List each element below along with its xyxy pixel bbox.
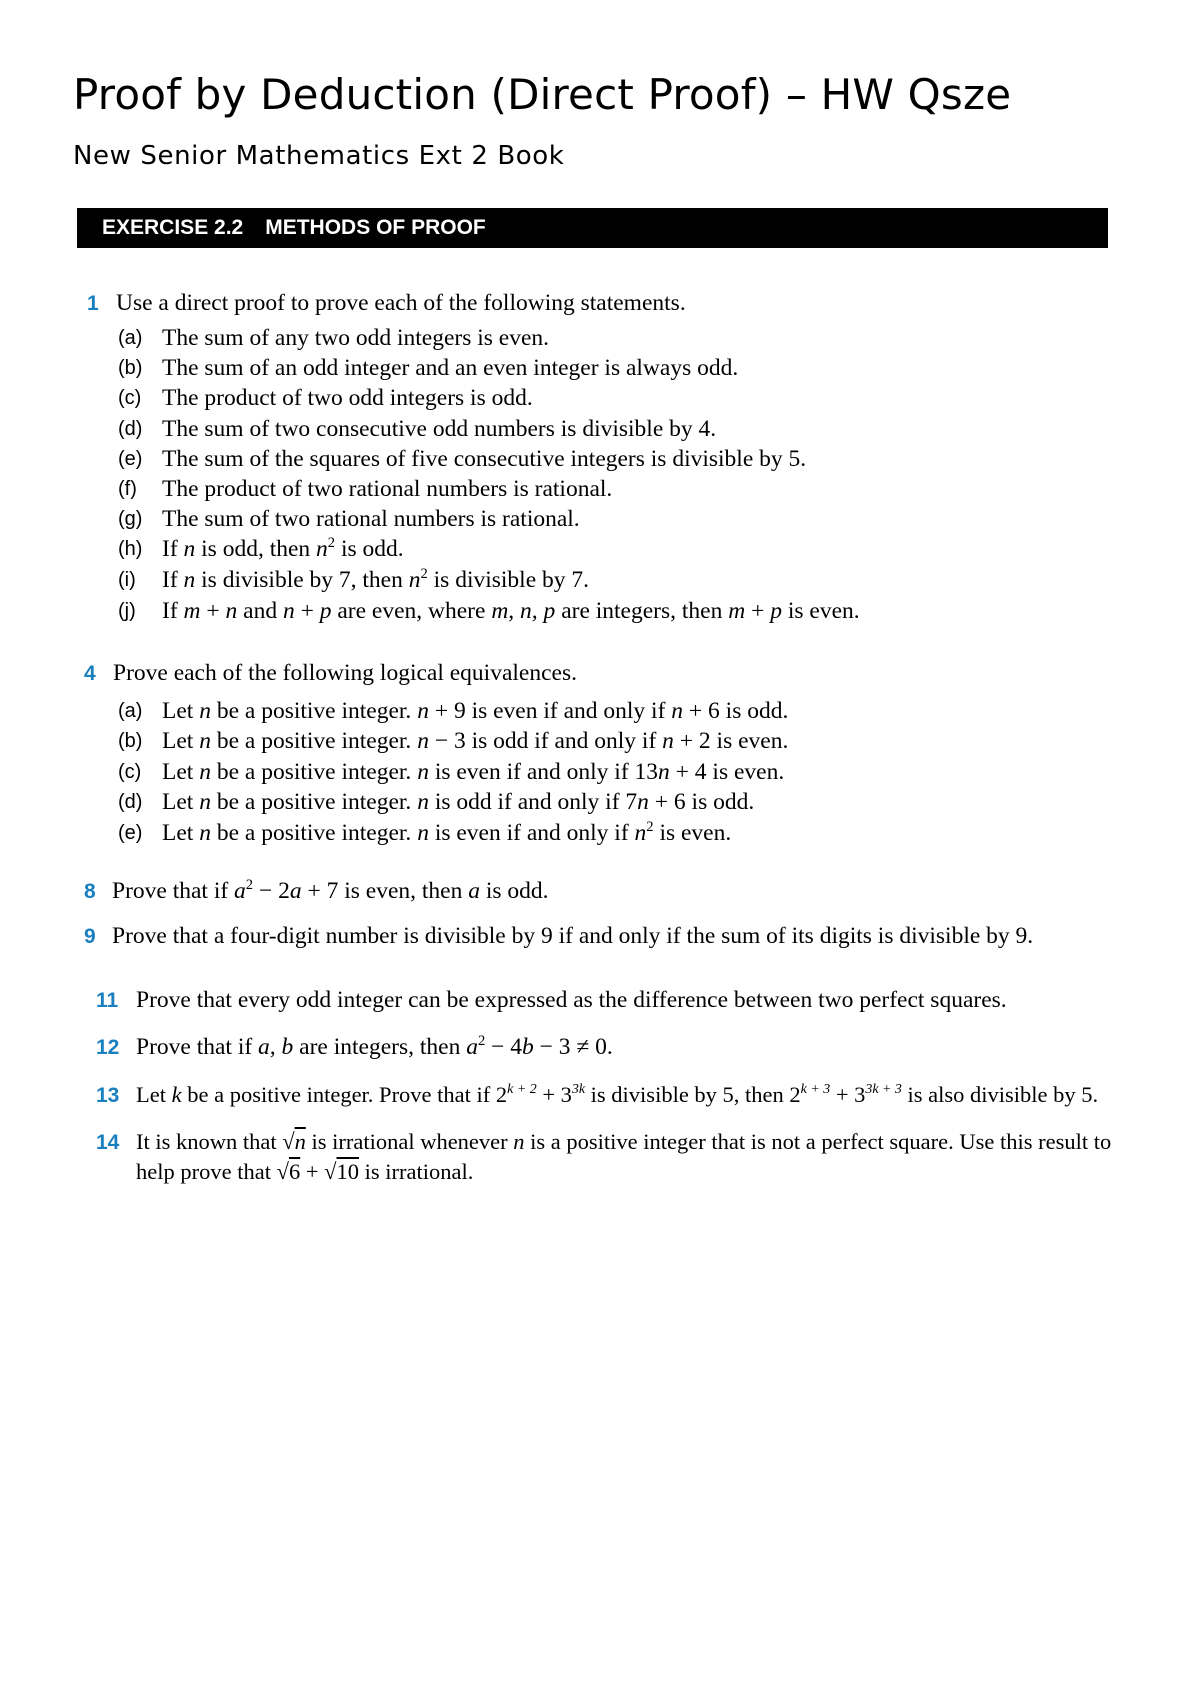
question-text: Prove that a four-digit number is divisible by 9 if and only if the sum of its digits is divisible by 9. xyxy=(112,923,1034,949)
sub-label: (h) xyxy=(118,538,143,560)
sub-text: The sum of any two odd integers is even. xyxy=(162,325,550,351)
page-title: Proof by Deduction (Direct Proof) – HW Qsze xyxy=(73,70,1012,119)
sub-text: The sum of two consecutive odd numbers is divisible by 4. xyxy=(162,416,717,442)
exercise-banner xyxy=(77,208,1108,248)
sub-label: (i) xyxy=(118,569,136,591)
sub-label: (b) xyxy=(118,357,143,379)
sub-label: (e) xyxy=(118,448,143,470)
question-number: 12 xyxy=(96,1036,120,1059)
sub-text: If n is odd, then $n^2$ is odd. xyxy=(162,535,404,562)
sub-label: (b) xyxy=(118,730,143,752)
question-text: Prove that if $a^2 - 2a + 7$ is even, then a is odd. xyxy=(112,877,549,904)
exercise-number: EXERCISE 2.2 xyxy=(102,216,244,239)
sub-text: Let n be a positive integer. n − 3 is odd if and only if n + 2 is even. xyxy=(162,728,789,754)
question-number: 4 xyxy=(84,662,96,685)
exercise-title: METHODS OF PROOF xyxy=(265,216,486,239)
sub-label: (j) xyxy=(118,600,136,622)
question-number: 1 xyxy=(87,292,99,315)
question-text: Prove each of the following logical equivalences. xyxy=(113,660,577,686)
page-subtitle: New Senior Mathematics Ext 2 Book xyxy=(73,141,565,171)
question-text: Prove that if a, b are integers, then $a^2 - 4b - 3 \ne 0$. xyxy=(136,1033,613,1060)
question-number: 11 xyxy=(96,989,119,1012)
question-number: 8 xyxy=(84,880,96,903)
sub-text: Let n be a positive integer. n is even if and only if 13n + 4 is even. xyxy=(162,759,785,785)
sub-label: (d) xyxy=(118,418,143,440)
question-text: Prove that every odd integer can be expressed as the difference between two perfect squares. xyxy=(136,987,1007,1013)
question-number: 14 xyxy=(96,1131,120,1154)
sub-label: (g) xyxy=(118,508,143,530)
sub-text: Let n be a positive integer. n is even if and only if $n^2$ is even. xyxy=(162,819,732,846)
sub-text: The product of two rational numbers is rational. xyxy=(162,476,613,502)
question-text-line2: help prove that √6 + √10 is irrational. xyxy=(136,1159,474,1184)
sub-text: Let n be a positive integer. n + 9 is even if and only if n + 6 is odd. xyxy=(162,698,789,724)
sub-text: The sum of two rational numbers is rational. xyxy=(162,506,580,532)
sub-label: (d) xyxy=(118,791,143,813)
question-number: 13 xyxy=(96,1084,120,1107)
sub-label: (a) xyxy=(118,327,143,349)
question-text: Use a direct proof to prove each of the following statements. xyxy=(116,290,686,316)
sub-text: If m + n and n + p are even, where m, n, p are integers, then m + p is even. xyxy=(162,598,860,624)
sub-text: The product of two odd integers is odd. xyxy=(162,385,533,411)
sub-label: (c) xyxy=(118,761,142,783)
question-text-line1: It is known that √n is irrational whenever n is a positive integer that is not a perfect square. Use this result to xyxy=(136,1129,1112,1154)
sub-label: (f) xyxy=(118,478,137,500)
question-number: 9 xyxy=(84,925,96,948)
sub-text: If n is divisible by 7, then $n^2$ is divisible by 7. xyxy=(162,566,590,593)
sub-text: Let n be a positive integer. n is odd if and only if 7n + 6 is odd. xyxy=(162,789,755,815)
question-text: Let k be a positive integer. Prove that if $2^{k + 2} + 3^{3k}$ is divisible by 5, then $2^{k + 3} + 3^{3k + 3}$ is also divisible by 5. xyxy=(136,1082,1099,1107)
sub-text: The sum of an odd integer and an even integer is always odd. xyxy=(162,355,739,381)
sub-label: (a) xyxy=(118,700,143,722)
sub-text: The sum of the squares of five consecutive integers is divisible by 5. xyxy=(162,446,807,472)
sub-label: (c) xyxy=(118,387,142,409)
sub-label: (e) xyxy=(118,822,143,844)
